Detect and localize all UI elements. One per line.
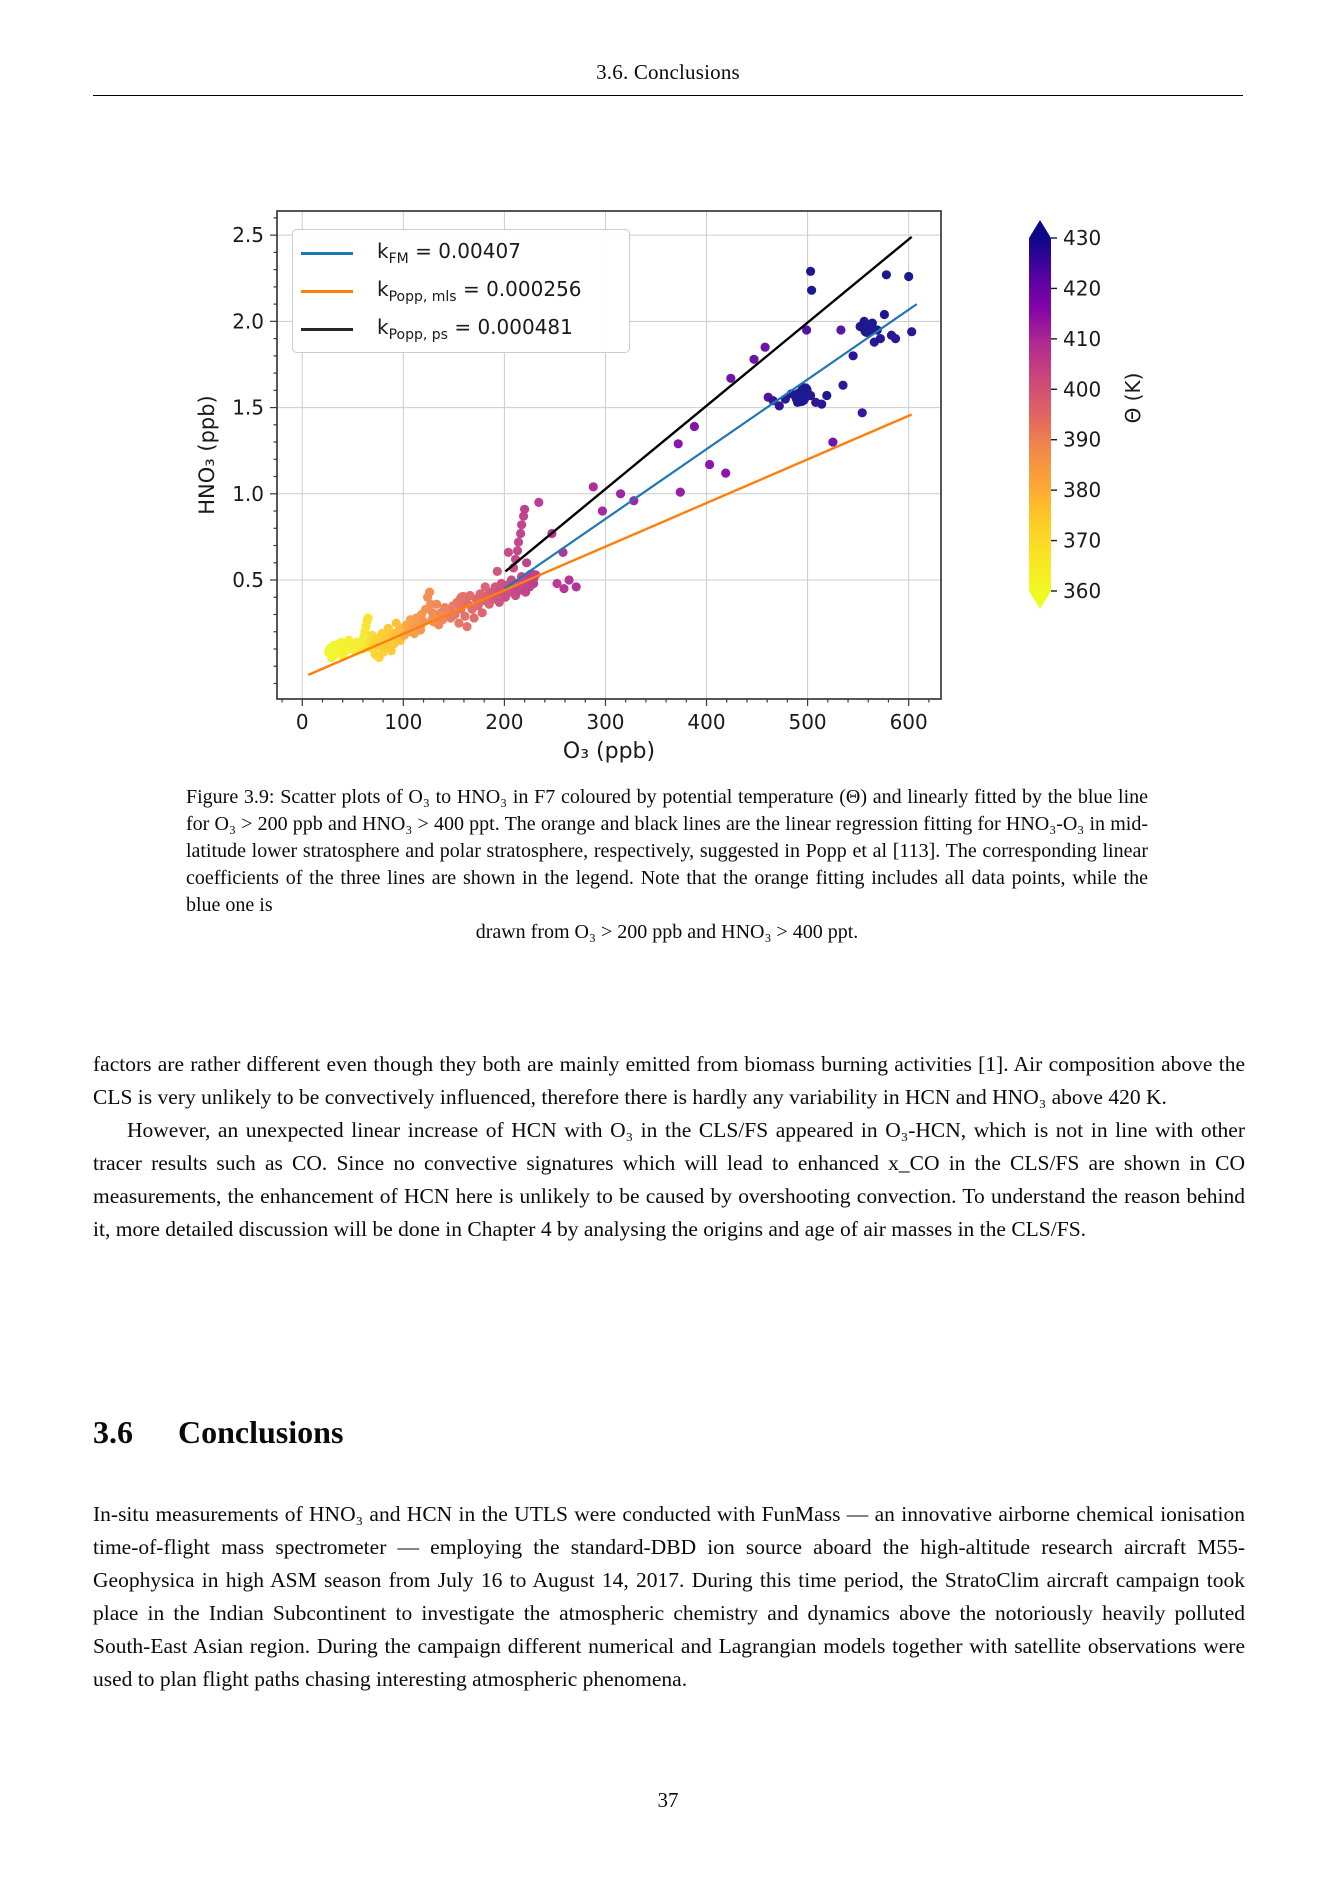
scatter-point: [493, 567, 502, 576]
scatter-point: [690, 422, 699, 431]
scatter-point: [674, 439, 683, 448]
section-title: Conclusions: [178, 1414, 344, 1450]
legend-label: $k_{FM} = 0.00407$: [377, 239, 521, 267]
figure-caption: [186, 784, 1148, 946]
x-axis-label: O₃ (ppb): [562, 739, 656, 764]
scatter-point: [460, 612, 469, 621]
scatter-point: [880, 310, 889, 319]
scatter-point: [676, 488, 685, 497]
colorbar-extend-top: [1029, 220, 1051, 238]
legend-line-sample-orange: [301, 290, 353, 293]
y-axis-label: HNO₃ (ppb): [195, 395, 219, 515]
y-tick-label: 2.5: [232, 223, 264, 248]
y-tick-label: 1.0: [232, 481, 264, 506]
scatter-point: [726, 374, 735, 383]
legend-line-sample-black: [301, 328, 353, 331]
y-tick-label: 1.5: [232, 395, 264, 420]
scatter-point: [425, 588, 434, 597]
caption-last-line: drawn from O₃ > 200 ppb and HNO₃ > 400 ppt.: [475, 921, 859, 943]
caption-body: [186, 784, 1148, 919]
scatter-point: [478, 608, 487, 617]
caption-label: Figure 3.9:: [186, 786, 275, 808]
scatter-point: [828, 438, 837, 447]
colorbar-tick-label: 400: [1063, 377, 1102, 402]
scatter-point: [559, 584, 568, 593]
scatter-point: [589, 482, 598, 491]
scatter-point: [882, 270, 891, 279]
x-tick-label: 600: [889, 710, 928, 734]
scatter-point: [907, 327, 916, 336]
section-number: 3.6: [93, 1414, 133, 1450]
legend-line-sample-blue: [301, 252, 353, 255]
colorbar-gradient: [1029, 238, 1051, 591]
x-tick-label: 200: [485, 710, 524, 734]
scatter-point: [432, 600, 441, 609]
colorbar: [1029, 220, 1101, 609]
running-header: 3.6. Conclusions: [596, 60, 740, 84]
x-tick-label: 100: [384, 710, 423, 734]
scatter-point: [775, 401, 784, 410]
legend-item-kfm: [301, 239, 625, 267]
body-paragraph-1: factors are rather different even though they both are mainly emitted from biomass burning activities [1]. Air composition above the CLS is very unlikely to be convectively influenced, therefore there is hardly any variability in HCN and HNO₃ above 420 K.: [93, 1052, 1245, 1109]
scatter-point: [761, 343, 770, 352]
conclusions-text-block: [93, 1498, 1245, 1696]
scatter-point: [822, 391, 831, 400]
scatter-point: [876, 334, 885, 343]
colorbar-tick-label: 360: [1063, 579, 1102, 603]
scatter-point: [806, 267, 815, 276]
body-text-block: [93, 1048, 1245, 1246]
legend-label: $k_{Popp, ps} = 0.000481$: [377, 315, 573, 343]
scatter-point: [517, 520, 526, 529]
scatter-point: [516, 529, 525, 538]
scatter-point: [572, 582, 581, 591]
x-tick-label: 500: [788, 710, 827, 734]
colorbar-tick-label: 410: [1063, 326, 1102, 351]
header-rule: [93, 95, 1243, 96]
colorbar-tick-label: 430: [1063, 226, 1102, 250]
legend-label: $k_{Popp, mls} = 0.000256$: [377, 277, 582, 305]
body-paragraph-2: However, an unexpected linear increase of HCN with O₃ in the CLS/FS appeared in O₃-HCN, which is not in line with other tracer results such as CO. Since no convective signatures which will lead to enhanced x_CO in the CLS/FS are shown in CO measurements, the enhancement of HCN here is unlikely to be caused by overshooting convection. To understand the reason behind it, more detailed discussion will be done in Chapter 4 by analysing the origins and age of air masses in the CLS/FS.: [93, 1118, 1245, 1241]
colorbar-tick-label: 390: [1063, 427, 1102, 452]
scatter-point: [838, 381, 847, 390]
colorbar-label: Θ (K): [1121, 372, 1145, 424]
scatter-point: [836, 325, 845, 334]
scatter-point: [904, 272, 913, 281]
scatter-point: [504, 548, 513, 557]
y-tick-label: 2.0: [232, 309, 264, 334]
scatter-point: [520, 505, 529, 514]
kPopp-mls-fit: [308, 414, 911, 674]
scatter-point: [454, 619, 463, 628]
plot-legend: [292, 229, 630, 353]
scatter-point: [598, 506, 607, 515]
scatter-point: [849, 351, 858, 360]
scatter-point: [363, 613, 372, 622]
colorbar-extend-bottom: [1029, 591, 1051, 609]
scatter-point: [705, 460, 714, 469]
y-tick-label: 0.5: [232, 568, 264, 593]
body-paragraph-3: In-situ measurements of HNO₃ and HCN in the UTLS were conducted with FunMass — an innovative airborne chemical ionisation time-of-flight mass spectrometer — employing the standard-DBD ion source aboard the high-altitude research aircraft M55-Geophysica in high ASM season from July 16 to August 14, 2017. During this time period, the StratoClim aircraft campaign took place in the Indian Subcontinent to investigate the atmospheric chemistry and dynamics above the notoriously heavily polluted South-East Asian region. During the campaign different numerical and Lagrangian models together with satellite observations were used to plan flight paths chasing interesting atmospheric phenomena.: [93, 1502, 1245, 1691]
scatter-point: [616, 489, 625, 498]
x-tick-label: 400: [687, 710, 726, 734]
colorbar-tick-label: 380: [1063, 478, 1102, 503]
colorbar-tick-label: 370: [1063, 528, 1102, 553]
scatter-point: [807, 286, 816, 295]
scatter-point: [721, 469, 730, 478]
scatter-point: [534, 498, 543, 507]
page-number: 37: [657, 1788, 679, 1812]
x-tick-label: 0: [295, 710, 309, 734]
legend-item-kpopp-mls: [301, 277, 625, 305]
caption-text: Scatter plots of O₃ to HNO₃ in F7 coloured by potential temperature (Θ) and linearly fitted by the blue line for O₃ > 200 ppb and HNO₃ > 400 ppt. The orange and black lines are the linear regression fitting for HNO₃-O₃ in mid-latitude lower stratosphere and polar stratosphere, respectively, suggested in Popp et al [113]. The corresponding linear coefficients of the three lines are shown in the legend. Note that the orange fitting includes all data points, while the blue one is: [186, 786, 1149, 916]
scatter-point: [817, 400, 826, 409]
scatter-point: [513, 546, 522, 555]
scatter-point: [858, 408, 867, 417]
scatter-point: [514, 538, 523, 547]
section-heading: [93, 1414, 343, 1451]
colorbar-tick-label: 420: [1063, 276, 1102, 301]
scatter-point: [462, 622, 471, 631]
x-tick-label: 300: [586, 710, 625, 734]
scatter-point: [470, 613, 479, 622]
figure-3-9-plot: [170, 163, 1180, 791]
legend-item-kpopp-ps: [301, 315, 625, 343]
scatter-point: [891, 334, 900, 343]
scatter-point: [565, 575, 574, 584]
scatter-point: [522, 558, 531, 567]
